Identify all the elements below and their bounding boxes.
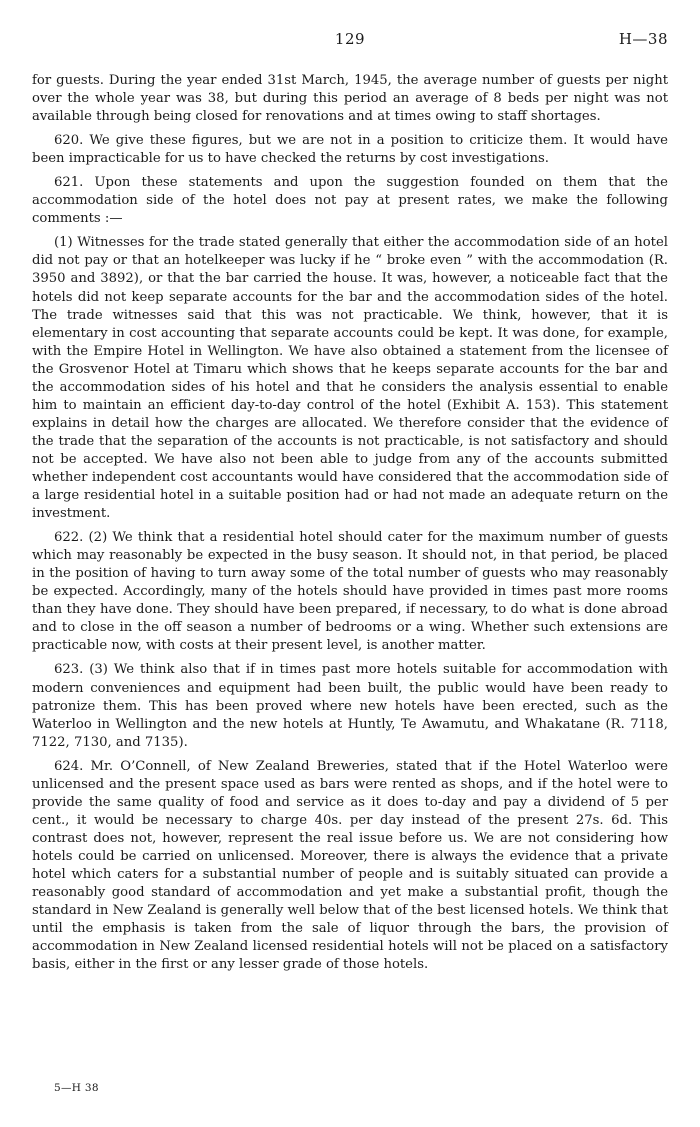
paragraph-621-comment-1: (1) Witnesses for the trade stated generally that either the accommodation side of an hotel did not pay or that an hotelkeeper was lucky if he “ broke even ” with the accommodation (R. 3950 and 3892), or that the bar carried the house. It was, however, a noticeable fact that the hotels did not keep separate accounts for the bar and the accommodation sides of the hotel. The trade witnesses said that this was not practicable. We think, however, that it is elementary in cost accounting that separate accounts could be kept. It was done, for example, with the Empire Hotel in Wellington. We have also obtained a statement from the licensee of the Grosvenor Hotel at Timaru which shows that he keeps separate accounts for the bar and the accommodation sides of his hotel and that he considers the analysis essential to enable him to maintain an efficient day-to-day control of the hotel (Exhibit A. 153). This statement explains in detail how the charges are allocated. We therefore consider that the evidence of the trade that the separation of the accounts is not practicable, is not satisfactory and should not be accepted. We have also not been able to judge from any of the accounts submitted whether independent cost accountants would have considered that the accommodation side of a large residential hotel in a suitable position had or had not made an adequate return on the investment.: [32, 235, 668, 522]
page-number: 129: [334, 30, 366, 48]
paragraph-623: 623. (3) We think also that if in times past more hotels suitable for accommodation with modern conveniences and equipment had been built, the public would have been ready to patronize them. This has been proved where new hotels have been erected, such as the Waterloo in Wellington and the new hotels at Huntly, Te Awamutu, and Whakatane (R. 7118, 7122, 7130, and 7135).: [32, 662, 668, 750]
printer-signature: 5—H 38: [54, 1082, 99, 1094]
document-reference: H—38: [618, 30, 668, 48]
page-header: [32, 30, 668, 54]
paragraph-624: 624. Mr. O’Connell, of New Zealand Breweries, stated that if the Hotel Waterloo were unlicensed and the present space used as bars were rented as shops, and if the hotel were to provide the same quality of food and service as it does to-day and pay a dividend of 5 per cent., it would be necessary to charge 40s. per day instead of the present 27s. 6d. This contrast does not, however, represent the real issue before us. We are not considering how hotels could be carried on unlicensed. Moreover, there is always the evidence that a private hotel which caters for a substantial number of people and is suitably situated can provide a reasonably good standard of accommodation and yet make a substantial profit, though the standard in New Zealand is generally well below that of the best licensed hotels. We think that until the emphasis is taken from the sale of liquor through the bars, the provision of accommodation in New Zealand licensed residential hotels will not be placed on a satisfactory basis, either in the first or any lesser grade of those hotels.: [32, 758, 668, 973]
paragraph-620: 620. We give these figures, but we are not in a position to criticize them. It would have been impracticable for us to have checked the returns by cost investigations.: [32, 133, 668, 167]
paragraph-621: 621. Upon these statements and upon the suggestion founded on them that the accommodation side of the hotel does not pay at present rates, we make the following comments :—: [32, 175, 668, 227]
paragraph-622: 622. (2) We think that a residential hotel should cater for the maximum number of guests which may reasonably be expected in the busy season. It should not, in that period, be placed in the position of having to turn away some of the total number of guests who may reasonably be expected. Accordingly, many of the hotels should have provided in times past more rooms than they have done. They should have been prepared, if necessary, to do what is done abroad and to close in the off season a number of bedrooms or a wing. Whether such extensions are practicable now, with costs at their present level, is another matter.: [32, 530, 668, 654]
paragraph-continuation: for guests. During the year ended 31st March, 1945, the average number of guests per night over the whole year was 38, but during this period an average of 8 beds per night was not available through being closed for renovations and at times owing to staff shortages.: [32, 73, 668, 125]
document-body: [32, 72, 668, 980]
